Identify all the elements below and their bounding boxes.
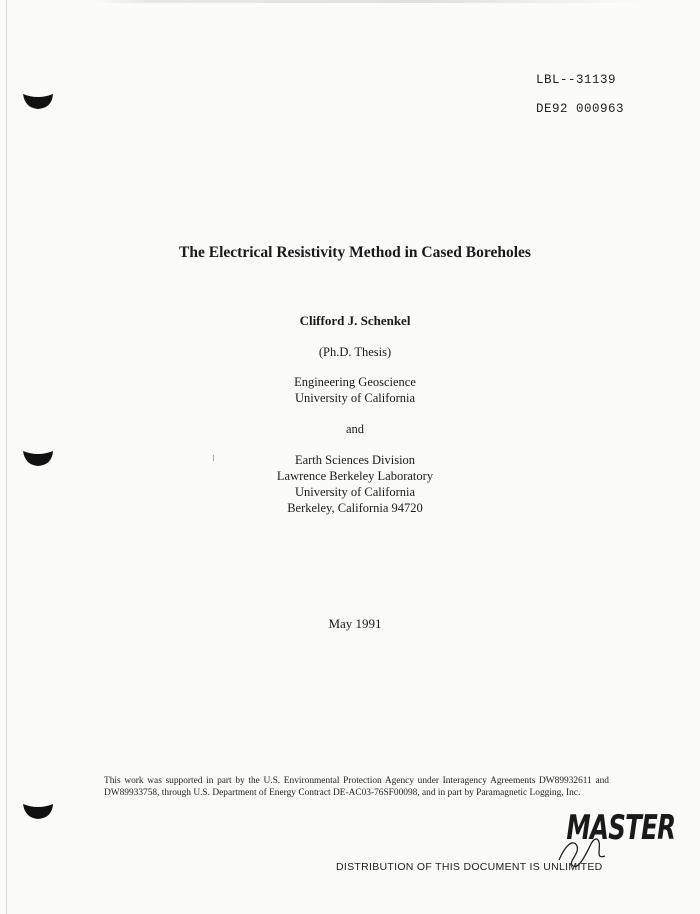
affiliation-line: Berkeley, California 94720	[287, 501, 423, 515]
affiliation-line: University of California	[294, 391, 416, 405]
affiliation-primary	[0, 374, 700, 406]
affiliation-line: University of California	[294, 485, 416, 499]
document-title: The Electrical Resistivity Method in Cased Boreholes	[179, 244, 531, 261]
affiliation-line: Earth Sciences Division	[294, 453, 416, 467]
funding-acknowledgement: This work was supported in part by the U.S. Environmental Protection Agency under Interagency Agreements DW89932611 and DW89933758, through U.S. Department of Energy Contract DE-AC03-76SF00098, and in part by Paramagnetic Logging, Inc.	[104, 776, 609, 799]
punch-hole-icon	[22, 798, 54, 822]
distribution-statement: DISTRIBUTION OF THIS DOCUMENT IS UNLIMITED	[336, 861, 603, 873]
scan-top-artifact	[90, 0, 650, 3]
affiliation-secondary	[0, 452, 700, 516]
affiliation-line: Lawrence Berkeley Laboratory	[276, 469, 434, 483]
master-stamp	[555, 808, 675, 868]
conjunction-text: and	[345, 422, 365, 436]
master-stamp-text: MASTER	[566, 808, 675, 848]
report-identifiers	[536, 73, 624, 131]
thesis-note: (Ph.D. Thesis)	[318, 345, 392, 359]
report-number: LBL--31139	[535, 73, 616, 87]
affiliation-line: Engineering Geoscience	[294, 375, 416, 389]
author-name: Clifford J. Schenkel	[299, 313, 411, 328]
publication-date: May 1991	[328, 616, 382, 631]
accession-number: DE92 000963	[535, 102, 624, 116]
punch-hole-icon	[22, 88, 54, 112]
